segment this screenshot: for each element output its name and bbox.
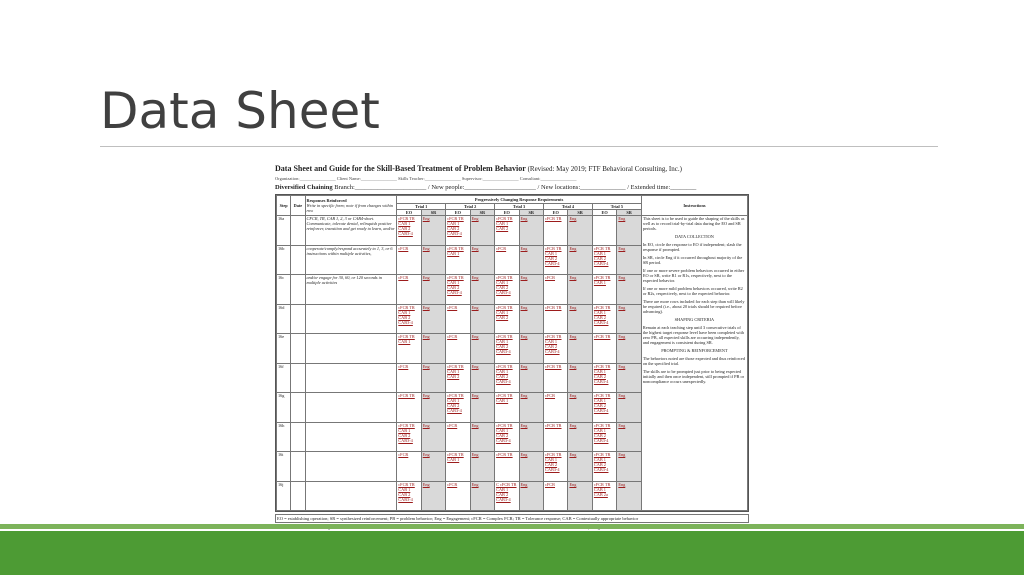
- cell-eo[interactable]: [592, 334, 616, 364]
- instruction-p8: The behaviors noted are those expected and thus reinforced on the specified trial.: [642, 356, 745, 366]
- cell-sr[interactable]: [568, 422, 592, 452]
- cell-sr[interactable]: [519, 363, 543, 393]
- cell-sr-eng: Eng: [569, 334, 577, 339]
- cell-sr-eng: Eng: [618, 304, 626, 310]
- cell-sr[interactable]: [617, 422, 642, 452]
- cell-responses: and/or engage for 30, 60, or 120 seconds in multiple activities: [305, 275, 397, 305]
- cell-eo-value: cFCR: [544, 481, 556, 487]
- cell-eo-value: C cFCR TR CAB 1 CAB 2 CAB3-4: [496, 481, 517, 502]
- cell-sr[interactable]: [470, 481, 494, 511]
- cell-sr[interactable]: [519, 334, 543, 364]
- cell-sr-eng: Eng: [569, 393, 577, 398]
- cell-sr-eng: Eng: [471, 481, 479, 487]
- cell-sr[interactable]: [519, 422, 543, 452]
- cell-sr[interactable]: [617, 481, 642, 511]
- cell-sr-eng: Eng: [471, 393, 479, 398]
- slide-title: Data Sheet: [100, 82, 380, 140]
- header-responses: [305, 196, 397, 216]
- cell-eo[interactable]: [543, 481, 567, 511]
- cell-sr-eng: Eng: [520, 275, 528, 280]
- cell-sr[interactable]: [519, 481, 543, 511]
- cell-step: 16d: [277, 304, 291, 334]
- cell-step: 16j: [277, 481, 291, 511]
- cell-sr[interactable]: [568, 363, 592, 393]
- header-date: Date: [291, 196, 305, 216]
- cell-responses: [305, 363, 397, 393]
- cell-step: 16e: [277, 334, 291, 364]
- cell-sr-eng: Eng: [618, 245, 626, 251]
- cell-sr-eng: Eng: [422, 481, 430, 487]
- sheet-heading-title: Data Sheet and Guide for the Skill-Based Treatment of Problem Behavior: [275, 164, 526, 173]
- cell-eo[interactable]: [592, 481, 616, 511]
- cell-eo[interactable]: [495, 216, 519, 246]
- cell-sr-eng: Eng: [569, 245, 577, 251]
- sheet-heading: [275, 164, 682, 173]
- cell-eo[interactable]: [495, 275, 519, 305]
- cell-sr-eng: Eng: [471, 452, 479, 457]
- cell-sr[interactable]: [617, 363, 642, 393]
- cell-sr-eng: Eng: [618, 275, 626, 280]
- cell-eo[interactable]: [495, 363, 519, 393]
- cell-eo-value: cFCR TR CAB 1 CAB 2 CAB3-4: [398, 422, 415, 443]
- cell-date[interactable]: [291, 304, 305, 334]
- cell-sr[interactable]: [470, 216, 494, 246]
- table-row: [277, 216, 748, 246]
- cell-eo-value: cFCR TR CAB 1 CAB 2: [496, 216, 513, 231]
- cell-sr[interactable]: [617, 452, 642, 482]
- cell-eo-value: cFCR TR CAB 1 CAB 2 CAB3-4: [593, 452, 611, 472]
- cell-sr-eng: Eng: [471, 422, 479, 428]
- cell-eo[interactable]: [592, 245, 616, 275]
- header-sr: SR: [470, 210, 494, 216]
- cell-sr-eng: Eng: [422, 245, 430, 251]
- cell-sr-eng: Eng: [569, 481, 577, 487]
- cell-sr-eng: Eng: [520, 452, 528, 457]
- cell-step: 16a: [277, 216, 291, 246]
- cell-eo-value: cFCR: [398, 452, 409, 457]
- header-sr: SR: [568, 210, 592, 216]
- cell-eo-value: cFCR TR: [544, 422, 562, 428]
- header-responses-sub: Write in specific form; note if from changes within row: [306, 203, 394, 213]
- cell-sr[interactable]: [617, 216, 642, 246]
- cell-eo[interactable]: [397, 216, 421, 246]
- cell-sr-eng: Eng: [618, 422, 626, 428]
- cell-sr[interactable]: [617, 275, 642, 305]
- instruction-p2: In EO, circle the response to EO if independent; slash the response if prompted.: [642, 242, 742, 252]
- header-trial: Trial 1: [397, 204, 446, 210]
- cell-sr-eng: Eng: [520, 481, 528, 487]
- cell-sr[interactable]: [617, 245, 642, 275]
- cell-eo[interactable]: [397, 422, 421, 452]
- instruction-p4: If one or more severe problem behaviors occurred in either EO or SR, write R1 or R1s, respectively, next to the expected behavior.: [642, 268, 745, 283]
- cell-responses: [305, 393, 397, 423]
- header-trial: Trial 5: [592, 204, 641, 210]
- header-sr: SR: [421, 210, 445, 216]
- cell-eo-value: cFCR: [398, 363, 409, 369]
- cell-eo[interactable]: [543, 393, 567, 423]
- cell-date[interactable]: [291, 422, 305, 452]
- cell-eo-value: cFCR TR CAB 1: [447, 245, 464, 256]
- cell-sr-eng: Eng: [422, 304, 430, 310]
- cell-sr[interactable]: [519, 275, 543, 305]
- cell-eo-value: cFCR TR CAB 1 CAB 2 CAB3-4: [544, 334, 562, 354]
- cell-eo[interactable]: [446, 422, 470, 452]
- cell-sr-eng: Eng: [520, 334, 528, 339]
- cell-eo-value: cFCR TR: [544, 363, 562, 369]
- cell-eo-value: cFCR TR CAB 1 CAB 2: [496, 304, 513, 320]
- cell-eo[interactable]: [446, 245, 470, 275]
- cell-sr[interactable]: [421, 481, 445, 511]
- cell-eo-value: cFCR TR CAB 1 CAB 2 CAB3-4: [593, 363, 611, 384]
- cell-sr[interactable]: [568, 304, 592, 334]
- cell-eo[interactable]: [543, 334, 567, 364]
- cell-sr[interactable]: [617, 304, 642, 334]
- cell-eo-value: cFCR TR CAB 1 CAB 2 CAB3-4: [544, 452, 562, 472]
- cell-eo-value: cFCR TR CAB 1 CAB 2 CAB3-4: [496, 422, 513, 443]
- sheet-chaining-row: [275, 184, 749, 191]
- cell-eo-value: cFCR TR CAB 1 CAB 2 CAB3-4: [496, 334, 513, 354]
- instruction-h-prompt: PROMPTING & REINFORCEMENT: [661, 348, 728, 353]
- cell-eo-value: cFCR TR: [544, 216, 562, 221]
- cell-eo[interactable]: [543, 245, 567, 275]
- header-sr: SR: [617, 210, 642, 216]
- header-sr: SR: [519, 210, 543, 216]
- cell-responses: [305, 304, 397, 334]
- cell-eo[interactable]: [543, 452, 567, 482]
- cell-eo-value: cFCR TR CAB 1 CAB 2 CAB3-4: [447, 393, 464, 413]
- cell-eo[interactable]: [446, 216, 470, 246]
- cell-sr-eng: Eng: [422, 452, 430, 457]
- cell-eo-value: cFCR TR CAB 1 CAB 2 CAB3-4: [593, 393, 611, 413]
- cell-eo[interactable]: [397, 363, 421, 393]
- header-eo: EO: [397, 210, 421, 216]
- sheet-table: [275, 194, 749, 512]
- cell-date[interactable]: [291, 363, 305, 393]
- footer-band: [0, 531, 1024, 575]
- sheet-info-row: Organization:________________ Client Name:________________ Skills Teacher:________________ Supervisor:________________ Consultant:________________: [275, 176, 577, 181]
- cell-sr-eng: Eng: [422, 363, 430, 369]
- cell-sr-eng: Eng: [471, 304, 479, 310]
- cell-sr-eng: Eng: [471, 216, 479, 221]
- cell-sr-eng: Eng: [618, 481, 626, 487]
- cell-sr[interactable]: [421, 363, 445, 393]
- cell-eo-value: cFCR: [544, 393, 556, 398]
- cell-eo[interactable]: [446, 275, 470, 305]
- cell-eo[interactable]: [592, 216, 616, 246]
- cell-step: 16b: [277, 245, 291, 275]
- cell-eo-value: cFCR TR CAB 1 CAB 2a: [593, 481, 611, 497]
- cell-date[interactable]: [291, 393, 305, 423]
- header-responses-label: Responses Reinforced: [306, 198, 347, 203]
- data-sheet-image: [273, 162, 751, 524]
- cell-sr[interactable]: [519, 393, 543, 423]
- cell-sr-eng: Eng: [569, 422, 577, 428]
- cell-sr[interactable]: [519, 452, 543, 482]
- instruction-h-data: DATA COLLECTION: [674, 234, 714, 239]
- instructions-panel: [641, 216, 747, 511]
- cell-eo[interactable]: [495, 481, 519, 511]
- cell-eo-value: cFCR TR CAB 1 CAB 2 CAB3-4: [593, 304, 611, 325]
- cell-responses: cooperate/comply/respond accurately to 1, 3, or 6 instructions within multiple activities,: [305, 245, 397, 275]
- cell-sr-eng: Eng: [520, 304, 528, 310]
- cell-eo[interactable]: [495, 245, 519, 275]
- cell-eo-value: cFCR TR CAB 1 CAB 2 CAB3-4: [398, 481, 415, 502]
- cell-eo[interactable]: [592, 452, 616, 482]
- cell-sr-eng: Eng: [520, 245, 528, 251]
- cell-sr-eng: Eng: [471, 334, 479, 339]
- cell-sr[interactable]: [519, 245, 543, 275]
- cell-eo-value: cFCR TR CAB 1 CAB 2 CAB3-4: [447, 275, 464, 295]
- cell-sr-eng: Eng: [618, 216, 626, 221]
- cell-eo[interactable]: [397, 334, 421, 364]
- cell-eo[interactable]: [397, 275, 421, 305]
- cell-eo[interactable]: [446, 363, 470, 393]
- sheet-heading-note: (Revised: May 2019; FTF Behavioral Consulting, Inc.): [527, 165, 682, 173]
- cell-eo[interactable]: [543, 363, 567, 393]
- cell-sr-eng: Eng: [569, 304, 577, 310]
- cell-sr[interactable]: [617, 393, 642, 423]
- cell-sr-eng: Eng: [422, 216, 430, 221]
- cell-responses: [305, 452, 397, 482]
- cell-eo-value: cFCR: [398, 275, 409, 280]
- footer-accent-line: [0, 524, 1024, 529]
- cell-eo-value: cFCR TR CAB 1 CAB 2 CAB3-4: [496, 275, 513, 295]
- cell-sr[interactable]: [568, 245, 592, 275]
- cell-responses: [305, 422, 397, 452]
- header-eo: EO: [592, 210, 616, 216]
- header-trial: Trial 3: [495, 204, 544, 210]
- cell-eo[interactable]: [543, 275, 567, 305]
- cell-sr[interactable]: [421, 216, 445, 246]
- cell-eo-value: cFCR TR CAB 1: [593, 275, 611, 285]
- cell-eo-value: cFCR: [447, 304, 458, 310]
- cell-sr[interactable]: [470, 245, 494, 275]
- cell-eo-value: cFCR TR CAB 1: [398, 334, 415, 344]
- cell-eo[interactable]: [446, 481, 470, 511]
- cell-eo[interactable]: [543, 216, 567, 246]
- cell-sr-eng: Eng: [520, 422, 528, 428]
- cell-eo-value: cFCR: [544, 275, 556, 280]
- cell-sr-eng: Eng: [618, 452, 626, 457]
- cell-eo[interactable]: [446, 393, 470, 423]
- cell-eo[interactable]: [592, 304, 616, 334]
- header-eo: EO: [495, 210, 519, 216]
- cell-eo[interactable]: [543, 304, 567, 334]
- instruction-p9: The skills are to be prompted just prior to being expected initially and then once independent, still prompted if PB or noncompliance occurs unexpectedly.: [642, 369, 745, 384]
- cell-date[interactable]: [291, 481, 305, 511]
- title-divider: [100, 146, 938, 147]
- cell-eo[interactable]: [446, 452, 470, 482]
- cell-sr-eng: Eng: [569, 275, 577, 280]
- cell-eo-value: cFCR TR CAB 1 CAB 2 CAB3-4: [593, 422, 611, 443]
- cell-sr[interactable]: [421, 304, 445, 334]
- cell-eo[interactable]: [397, 481, 421, 511]
- cell-sr[interactable]: [568, 216, 592, 246]
- cell-eo-value: cFCR TR: [398, 393, 415, 398]
- cell-sr-eng: Eng: [618, 334, 626, 339]
- chaining-label: Diversified Chaining: [275, 184, 333, 191]
- cell-sr[interactable]: [470, 452, 494, 482]
- cell-sr-eng: Eng: [422, 393, 430, 398]
- instruction-p6: There are more rows included for each step than will likely be required (i.e., about 20 trials should be required before advancing).: [642, 299, 745, 314]
- instruction-p5: If one or more mild problem behaviors occurred, write R2 or R2s, respectively, next to the expected behavior.: [642, 286, 743, 296]
- header-instructions: Instructions: [641, 196, 747, 216]
- cell-sr-eng: Eng: [569, 363, 577, 369]
- header-progressive: Progressively Changing Response Requirements: [397, 196, 642, 204]
- cell-sr[interactable]: [421, 275, 445, 305]
- cell-eo-value: cFCR TR: [544, 304, 562, 310]
- cell-eo[interactable]: [397, 452, 421, 482]
- cell-eo[interactable]: [592, 393, 616, 423]
- cell-sr[interactable]: [519, 304, 543, 334]
- cell-sr-eng: Eng: [569, 452, 577, 457]
- cell-sr[interactable]: [568, 452, 592, 482]
- cell-responses: CFCR, TR, CAB 1, 2, 3 or CAB4-short. Communicate, tolerate denial, relinquish positive reinforcer, transition and get ready to learn, and/or: [305, 216, 397, 246]
- cell-sr-eng: Eng: [422, 334, 430, 339]
- header-step: Step: [277, 196, 291, 216]
- cell-sr-eng: Eng: [618, 363, 626, 369]
- cell-eo-value: cFCR TR CAB 1 CAB 2 CAB3-4: [398, 304, 415, 325]
- cell-date[interactable]: [291, 216, 305, 246]
- cell-sr-eng: Eng: [422, 422, 430, 428]
- cell-step: 16f: [277, 363, 291, 393]
- cell-sr-eng: Eng: [569, 216, 577, 221]
- cell-responses: [305, 334, 397, 364]
- cell-sr[interactable]: [519, 216, 543, 246]
- cell-eo[interactable]: [397, 245, 421, 275]
- sheet-legend: EO = establishing operation; SR = synthesized reinforcement; PB = problem behavior; Eng = Engagement; cFCR = Complex FCR; TR = Tolerance response; CAB = Contextually appropriate behavior: [275, 514, 749, 523]
- cell-eo[interactable]: [446, 334, 470, 364]
- cell-eo-value: cFCR: [447, 422, 458, 428]
- cell-sr[interactable]: [421, 334, 445, 364]
- cell-eo-value: cFCR: [398, 245, 409, 251]
- cell-sr[interactable]: [421, 393, 445, 423]
- cell-sr-eng: Eng: [520, 393, 528, 398]
- cell-eo[interactable]: [592, 275, 616, 305]
- cell-sr[interactable]: [421, 452, 445, 482]
- cell-responses: [305, 481, 397, 511]
- cell-sr[interactable]: [421, 422, 445, 452]
- cell-eo-value: cFCR TR: [593, 334, 611, 339]
- cell-eo-value: cFCR TR: [496, 452, 513, 457]
- cell-sr[interactable]: [470, 334, 494, 364]
- cell-eo[interactable]: [495, 304, 519, 334]
- cell-step: 16c: [277, 275, 291, 305]
- cell-sr[interactable]: [421, 245, 445, 275]
- cell-sr-eng: Eng: [520, 363, 528, 369]
- cell-sr[interactable]: [568, 481, 592, 511]
- cell-eo[interactable]: [397, 393, 421, 423]
- cell-eo[interactable]: [397, 304, 421, 334]
- cell-sr[interactable]: [568, 275, 592, 305]
- cell-sr-eng: Eng: [520, 216, 528, 221]
- cell-eo-value: cFCR: [447, 334, 458, 339]
- cell-eo-value: cFCR: [447, 481, 458, 487]
- cell-eo-value: cFCR TR CAB 1: [496, 393, 513, 403]
- cell-sr[interactable]: [470, 304, 494, 334]
- instruction-h-shaping: SHAPING CRITERIA: [674, 317, 715, 322]
- instruction-p3: In SR, circle Eng if it occurred throughout majority of the SR period.: [642, 255, 743, 265]
- cell-sr[interactable]: [568, 393, 592, 423]
- cell-sr[interactable]: [470, 363, 494, 393]
- cell-eo[interactable]: [495, 334, 519, 364]
- instruction-p7: Remain at each teaching step until 3 consecutive trials of the highest target response level have been completed with zero PB, all expected skills are occurring independently, and engagement is consistent during SR.: [642, 325, 744, 345]
- cell-eo-value: cFCR TR CAB 1 CAB 2: [447, 363, 464, 379]
- cell-date[interactable]: [291, 245, 305, 275]
- cell-sr[interactable]: [470, 422, 494, 452]
- cell-sr-eng: Eng: [471, 363, 479, 369]
- cell-eo-value: cFCR TR CAB 1 CAB 2 CAB3-4: [593, 245, 611, 266]
- header-trial: Trial 2: [446, 204, 495, 210]
- cell-eo-value: cFCR TR CAB 1 CAB 2 CAB3-4: [544, 245, 562, 266]
- cell-sr-eng: Eng: [422, 275, 430, 280]
- cell-sr[interactable]: [568, 334, 592, 364]
- header-eo: EO: [543, 210, 567, 216]
- cell-eo-value: cFCR TR CAB 1 CAB 2 CAB3-4: [447, 216, 464, 236]
- cell-eo[interactable]: [592, 363, 616, 393]
- cell-sr-eng: Eng: [471, 245, 479, 251]
- cell-eo[interactable]: [495, 422, 519, 452]
- cell-step: 16g: [277, 393, 291, 423]
- cell-step: 16h: [277, 422, 291, 452]
- header-trial: Trial 4: [543, 204, 592, 210]
- cell-sr[interactable]: [617, 334, 642, 364]
- cell-step: 16i: [277, 452, 291, 482]
- chaining-fields: Branch:______________________ / New people:______________________ / New locations:______________ / Extended time:________: [334, 184, 697, 191]
- cell-sr-eng: Eng: [471, 275, 479, 280]
- cell-eo[interactable]: [543, 422, 567, 452]
- cell-sr[interactable]: [470, 275, 494, 305]
- cell-sr[interactable]: [470, 393, 494, 423]
- header-eo: EO: [446, 210, 470, 216]
- cell-eo[interactable]: [592, 422, 616, 452]
- cell-eo[interactable]: [446, 304, 470, 334]
- cell-eo-value: cFCR TR CAB 1: [447, 452, 464, 462]
- instruction-p1: This sheet is to be used to guide the shaping of the skills as well as to record trial-by-trial data during the EO and SR periods.: [642, 216, 745, 231]
- cell-date[interactable]: [291, 334, 305, 364]
- cell-date[interactable]: [291, 275, 305, 305]
- cell-eo[interactable]: [495, 452, 519, 482]
- cell-date[interactable]: [291, 452, 305, 482]
- cell-eo-value: cFCR TR CAB 1 CAB 2 CAB3-4: [496, 363, 513, 384]
- cell-eo-value: cFCR TR CAB 1 CAB 2 CAB3-4: [398, 216, 415, 236]
- cell-eo[interactable]: [495, 393, 519, 423]
- cell-eo-value: cFCR: [496, 245, 507, 251]
- cell-sr-eng: Eng: [618, 393, 626, 398]
